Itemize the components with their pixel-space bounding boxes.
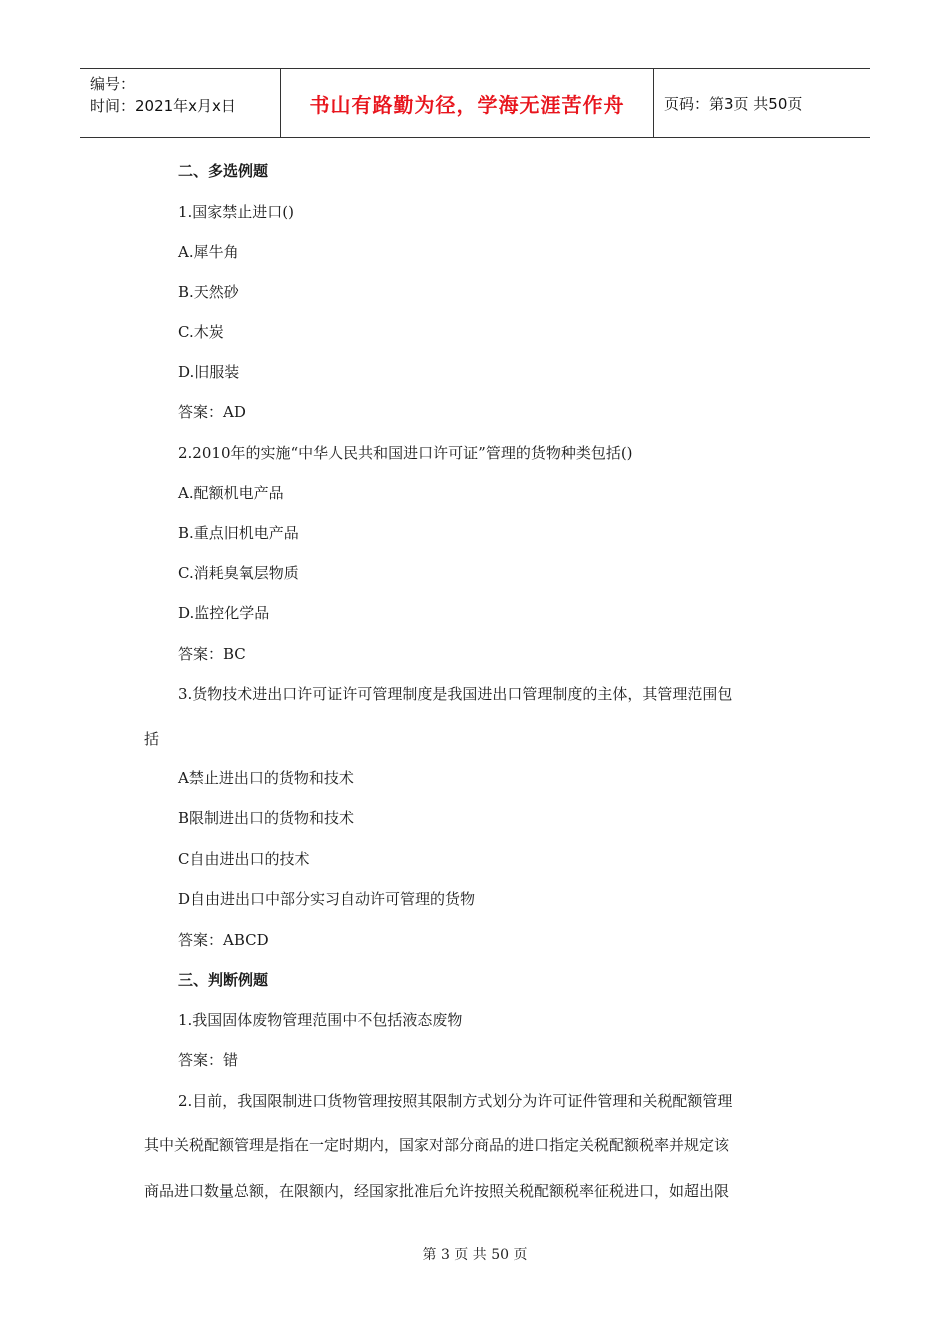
question-3-option-c: C自由进出口的技术 xyxy=(178,850,310,868)
question-3-option-b: B限制进出口的货物和技术 xyxy=(178,809,355,827)
question-2-option-a: A.配额机电产品 xyxy=(178,484,284,502)
section-title-true-false: 三、判断例题 xyxy=(178,971,269,989)
question-1-stem: 1.国家禁止进口() xyxy=(178,203,295,221)
header-page-info: 页码：第3页 共50页 xyxy=(664,94,803,113)
question-1-option-c: C.木炭 xyxy=(178,323,224,341)
question-3-stem-line1: 3.货物技术进出口许可证许可管理制度是我国进出口管理制度的主体，其管理范围包 xyxy=(178,685,733,703)
question-3-answer: 答案：ABCD xyxy=(178,931,269,949)
page-footer: 第 3 页 共 50 页 xyxy=(422,1247,528,1263)
question-3-option-a: A禁止进出口的货物和技术 xyxy=(178,769,354,787)
question-2-option-c: C.消耗臭氧层物质 xyxy=(178,564,299,582)
question-1-answer: 答案：AD xyxy=(178,403,246,421)
page-header xyxy=(80,68,870,138)
question-1-option-d: D.旧服装 xyxy=(178,363,240,381)
judgment-1-stem: 1.我国固体废物管理范围中不包括液态废物 xyxy=(178,1011,463,1029)
judgment-2-line3: 商品进口数量总额，在限额内，经国家批准后允许按照关税配额税率征税进口，如超出限 xyxy=(144,1182,730,1200)
judgment-2-line2: 其中关税配额管理是指在一定时期内，国家对部分商品的进口指定关税配额税率并规定该 xyxy=(144,1136,730,1154)
judgment-2-line1: 2.目前，我国限制进口货物管理按照其限制方式划分为许可证件管理和关税配额管理 xyxy=(178,1092,733,1110)
question-1-option-b: B.天然砂 xyxy=(178,283,239,301)
header-motto: 书山有路勤为径，学海无涯苦作舟 xyxy=(281,69,654,137)
question-2-option-b: B.重点旧机电产品 xyxy=(178,524,299,542)
section-title-multiple-choice: 二、多选例题 xyxy=(178,162,269,180)
question-2-option-d: D.监控化学品 xyxy=(178,604,270,622)
question-3-stem-line2: 括 xyxy=(144,730,160,748)
time-label: 时间：2021年x月x日 xyxy=(90,97,236,115)
number-label: 编号： xyxy=(90,75,136,93)
question-2-answer: 答案：BC xyxy=(178,645,246,663)
question-1-option-a: A.犀牛角 xyxy=(178,243,239,261)
judgment-1-answer: 答案：错 xyxy=(178,1051,239,1069)
question-2-stem: 2.2010年的实施“中华人民共和国进口许可证”管理的货物种类包括() xyxy=(178,444,633,462)
question-3-option-d: D自由进出口中部分实习自动许可管理的货物 xyxy=(178,890,476,908)
header-meta xyxy=(80,69,281,137)
